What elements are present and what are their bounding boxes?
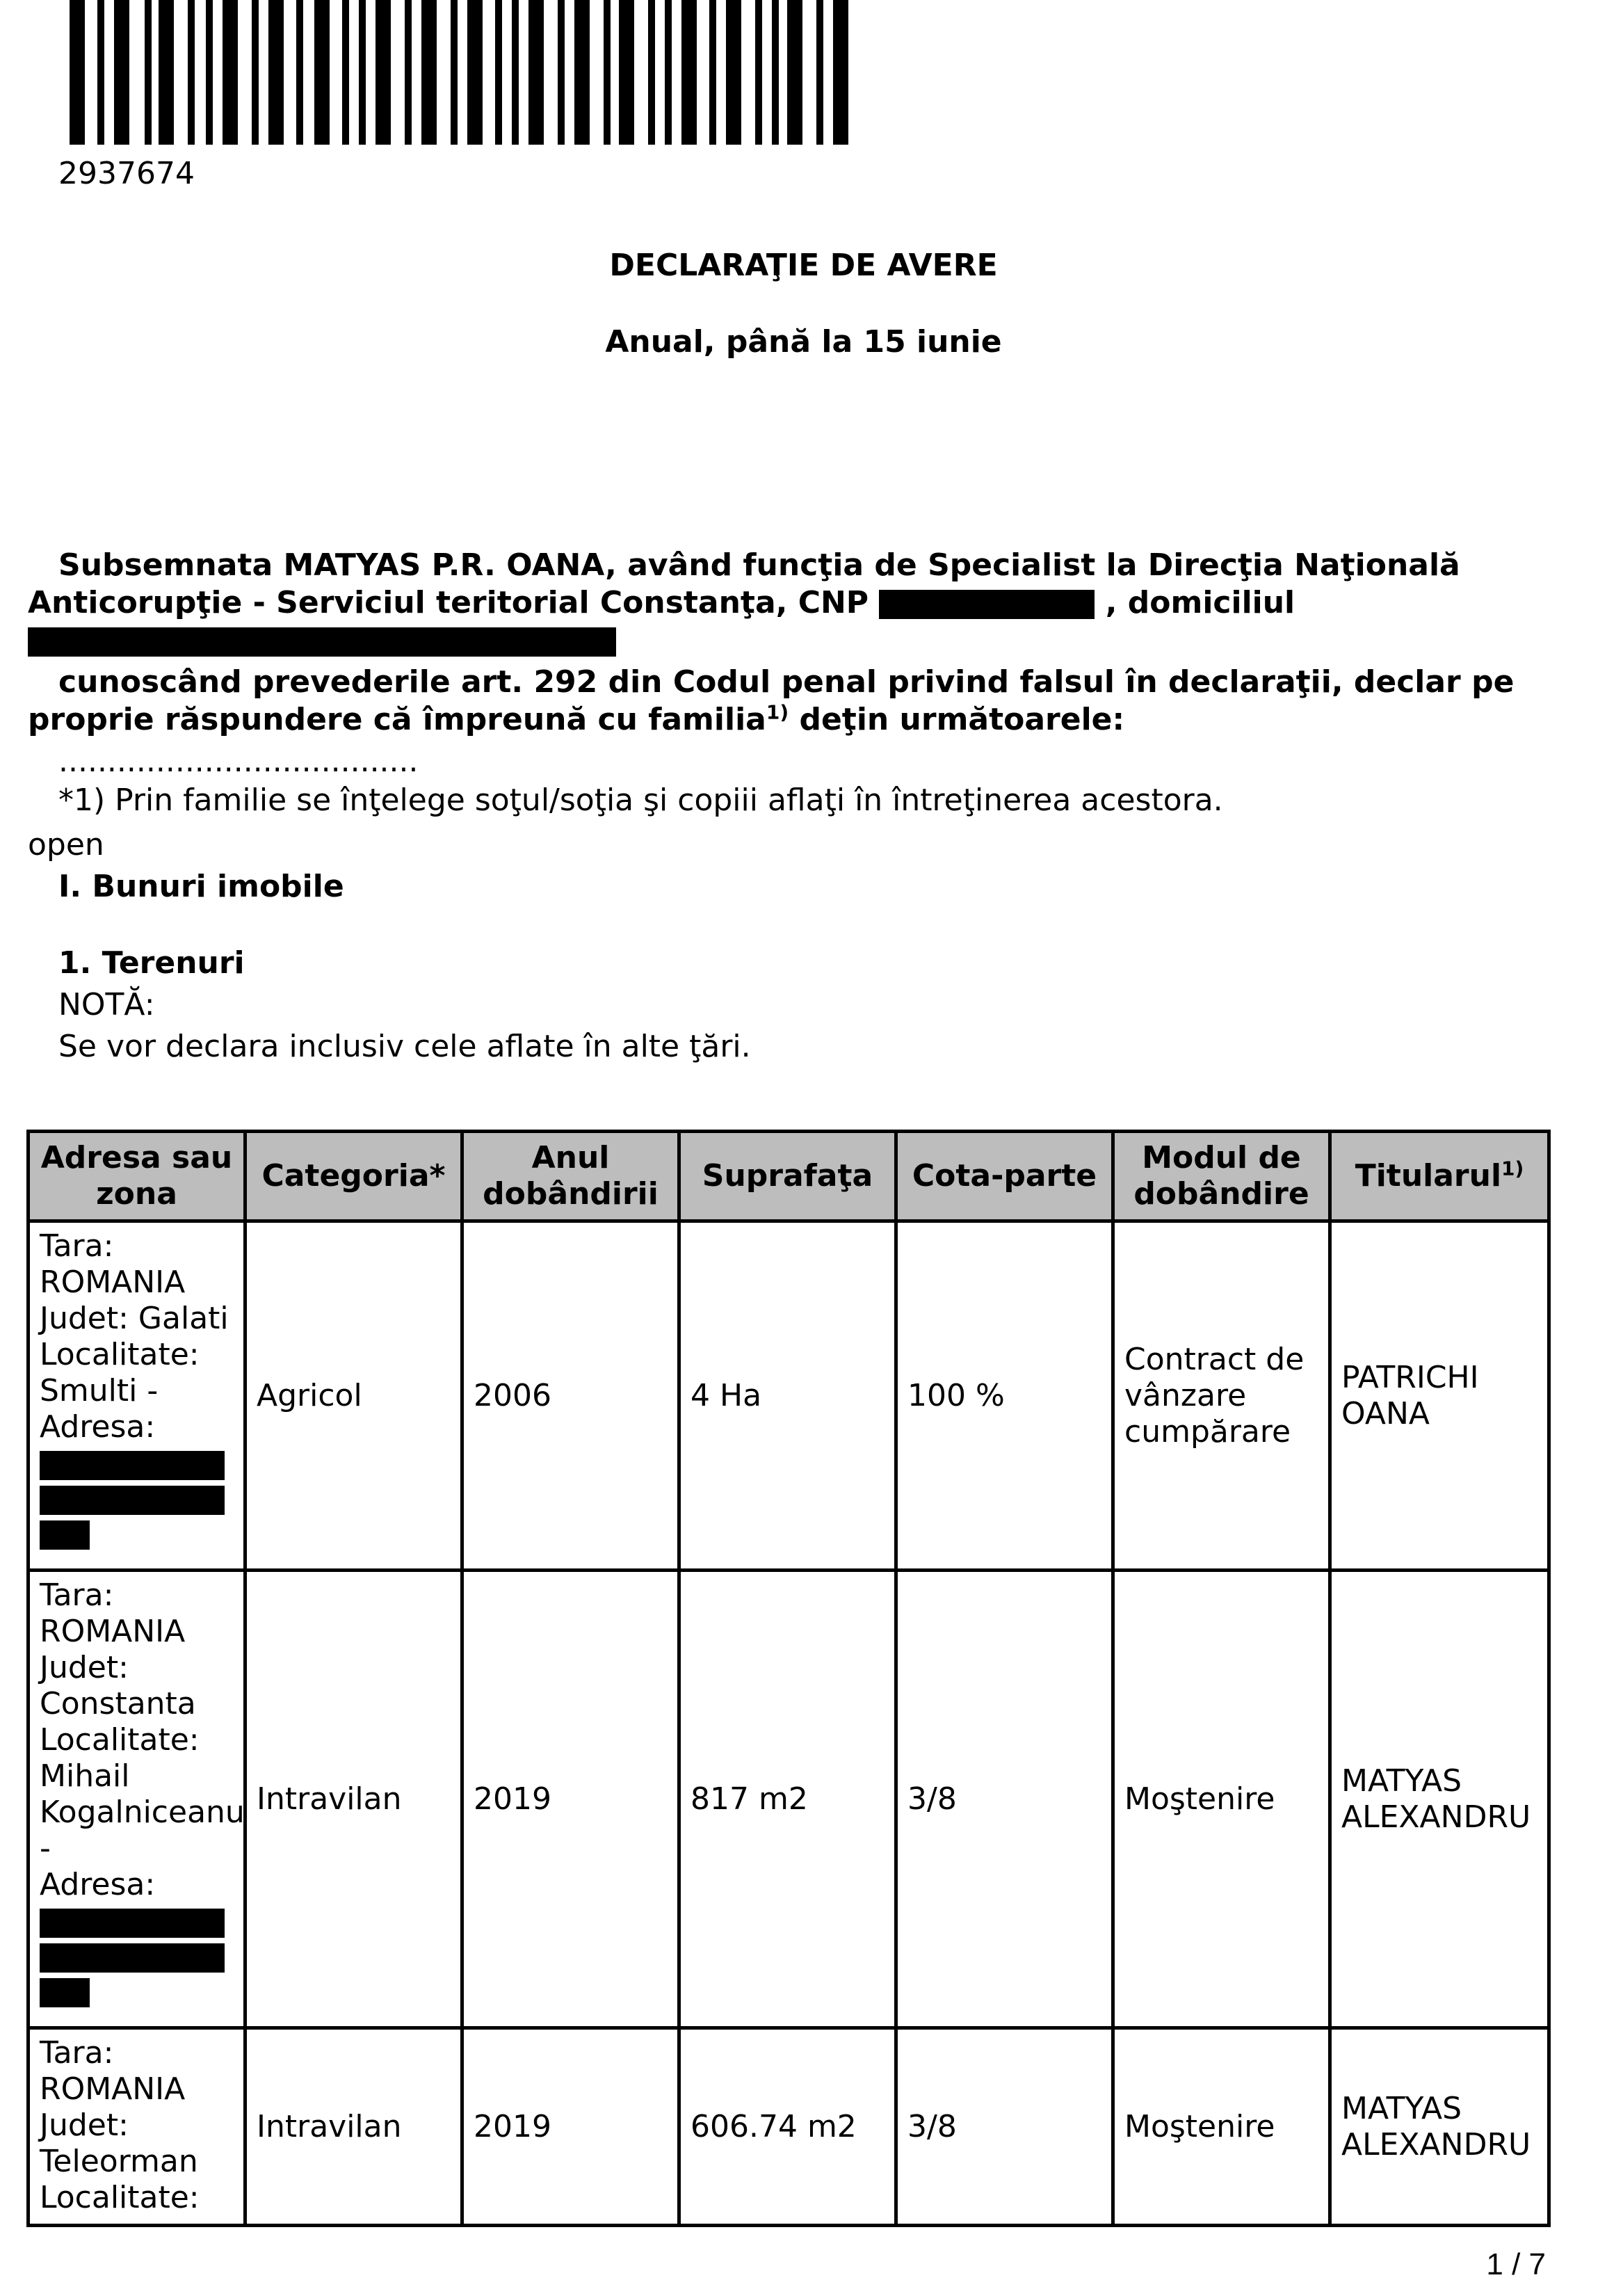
redaction-address [40,1520,90,1550]
statement-part2: deţin următoarele: [789,702,1125,737]
address-line: Tara: [40,1578,114,1613]
cell-area: 4 Ha [679,1221,896,1571]
note-text: Se vor declara inclusiv cele aflate în alte ţări. [58,1029,751,1064]
subsection-title: 1. Terenuri [58,945,245,981]
address-line: - [40,1831,51,1866]
address-line: Adresa: [40,1867,156,1902]
cell-owner: MATYAS ALEXANDRU [1330,1571,1549,2028]
address-line: ROMANIA [40,1614,186,1649]
cell-category: Agricol [245,1221,462,1571]
redaction-address [40,1943,225,1973]
section-title: I. Bunuri imobile [58,869,344,904]
cell-address [29,2028,245,2226]
address-line: Tara: [40,2035,114,2071]
cell-category: Intravilan [245,1571,462,2028]
table-row [29,1571,1549,2028]
open-label: open [28,827,104,862]
dots-line: ..................................... [58,744,419,779]
cell-owner: MATYAS ALEXANDRU [1330,2028,1549,2226]
redaction-address [40,1909,225,1938]
address-line: Smulti - [40,1373,159,1408]
header-year: Anul dobândirii [462,1132,679,1221]
table-row [29,2028,1549,2226]
address-line: Judet: Galati [40,1301,229,1336]
cell-area: 817 m2 [679,1571,896,2028]
address-line: ROMANIA [40,1265,186,1300]
cell-share: 3/8 [896,1571,1113,2028]
page-number: 1 / 7 [1486,2247,1546,2281]
statement-paragraph [28,664,1558,739]
cell-year: 2019 [462,2028,679,2226]
address-line: Constanta [40,1686,196,1721]
cell-share: 100 % [896,1221,1113,1571]
cell-mode: Moştenire [1113,2028,1330,2226]
header-owner [1330,1132,1549,1221]
cell-category: Intravilan [245,2028,462,2226]
address-line: ROMANIA [40,2071,186,2107]
document-id: 2937674 [58,156,195,191]
statement-part1: cunoscând prevederile art. 292 din Codul penal privind falsul în declaraţii, declar pe proprie răspundere că împreună cu familia [28,664,1515,737]
cell-address [29,1221,245,1571]
header-share: Cota-parte [896,1132,1113,1221]
header-address: Adresa sau zona [29,1132,245,1221]
table-row [29,1221,1549,1571]
table-header-row [29,1132,1549,1221]
cell-mode: Contract de vânzare cumpărare [1113,1221,1330,1571]
cell-owner: PATRICHI OANA [1330,1221,1549,1571]
address-line: Tara: [40,1228,114,1264]
address-line: Adresa: [40,1409,156,1445]
address-line: Localitate: [40,2180,200,2215]
redaction-address [40,1451,225,1480]
address-line: Judet: [40,1650,129,1685]
header-owner-label: Titularul [1355,1158,1502,1194]
family-note: *1) Prin familie se înţelege soţul/soţia şi copiii aflaţi în întreţinerea acestora. [58,782,1223,818]
statement-footnote-ref: 1) [766,700,789,724]
cell-area: 606.74 m2 [679,2028,896,2226]
domicile-label: , domiciliul [1105,585,1295,620]
header-area: Suprafaţa [679,1132,896,1221]
header-owner-footnote: 1) [1501,1157,1524,1180]
declarant-intro: Subsemnata MATYAS P.R. OANA, având funcţia de Specialist la Direcţia Naţională Anticorupţie - Serviciul teritorial Constanţa, CNP [28,547,1460,620]
address-line: Localitate: [40,1337,200,1372]
land-table [26,1130,1551,2227]
address-line: Judet: [40,2108,129,2143]
barcode [70,0,856,145]
cell-address [29,1571,245,2028]
cell-year: 2006 [462,1221,679,1571]
redaction-domicile-cont [28,627,385,657]
cell-share: 3/8 [896,2028,1113,2226]
redaction-address [40,1978,90,2007]
address-line: Kogalniceanu [40,1795,245,1830]
cell-mode: Moştenire [1113,1571,1330,2028]
cell-year: 2019 [462,1571,679,2028]
header-mode: Modul de dobândire [1113,1132,1330,1221]
address-line: Localitate: [40,1722,200,1758]
address-line: Mihail [40,1758,130,1794]
document-title: DECLARAŢIE DE AVERE [609,248,998,283]
header-category: Categoria* [245,1132,462,1221]
redaction-address [40,1486,225,1515]
redaction-cnp [879,590,1095,619]
note-label: NOTĂ: [58,987,155,1022]
document-subtitle: Anual, până la 15 iunie [605,324,1002,360]
address-line: Teleorman [40,2144,198,2179]
